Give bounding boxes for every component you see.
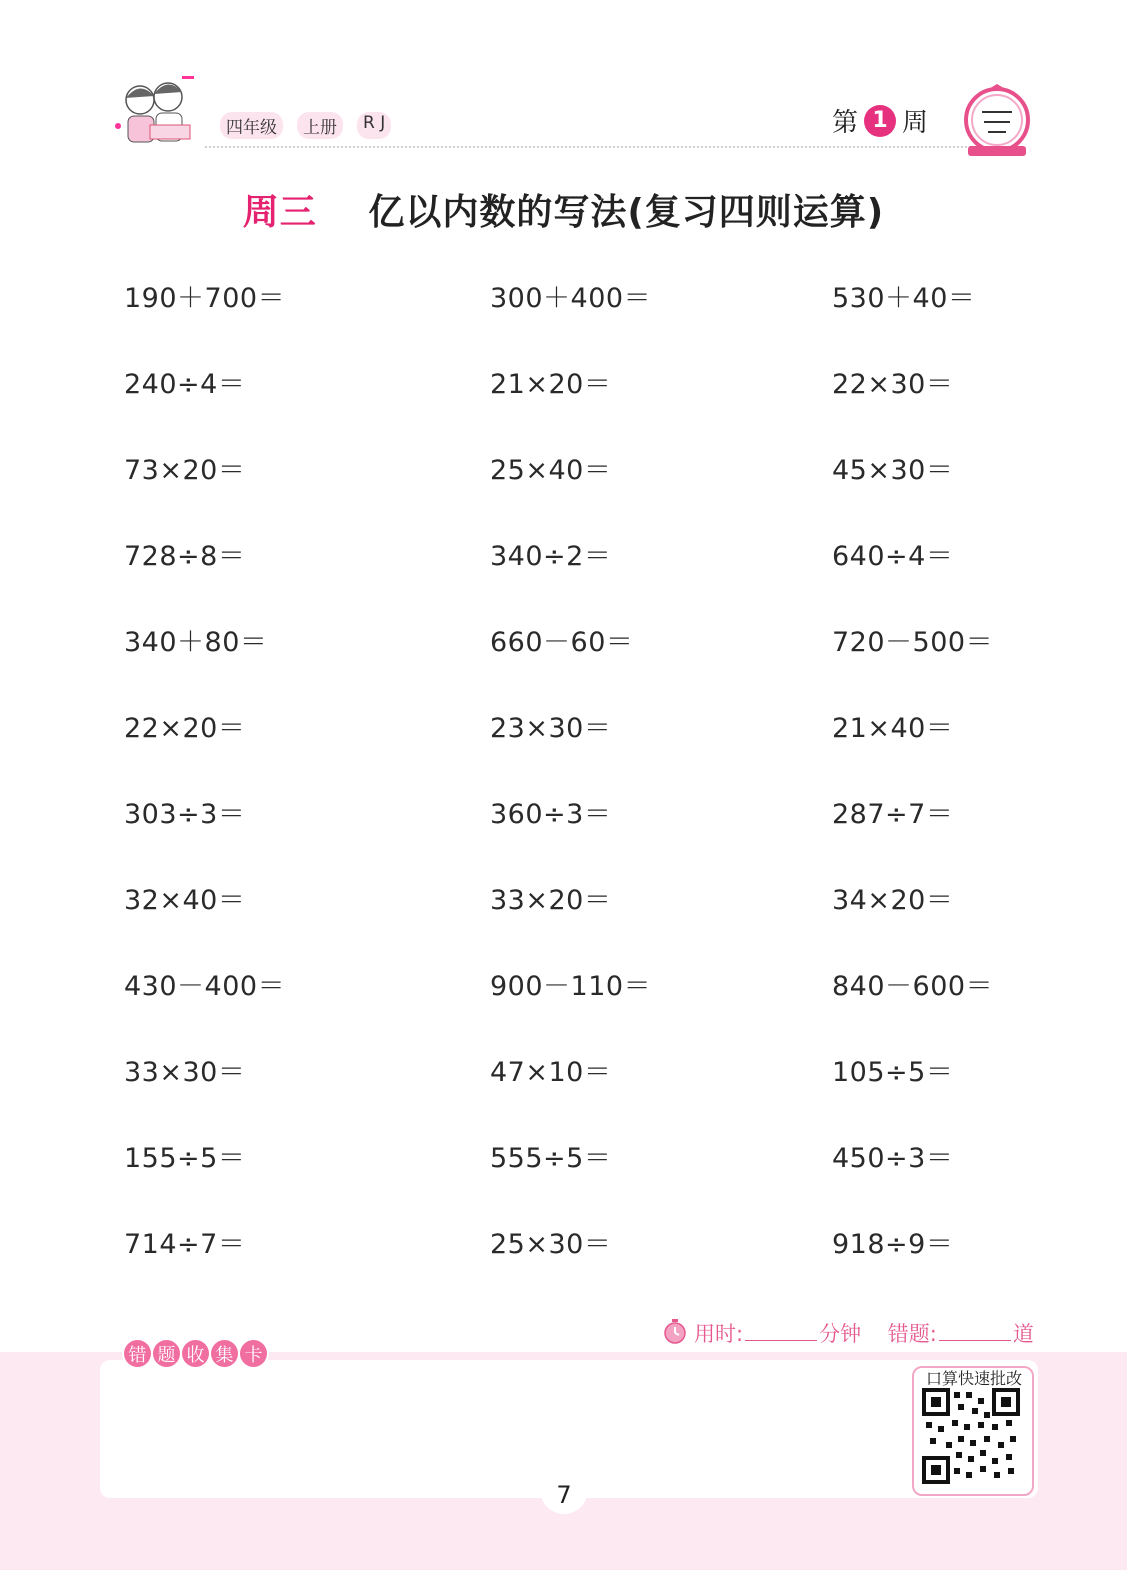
week-number-badge: 1 <box>864 105 896 137</box>
problem: 32×40＝ <box>124 885 246 916</box>
card-label-char: 集 <box>211 1340 238 1367</box>
problem: 33×20＝ <box>490 885 612 916</box>
problem: 22×30＝ <box>832 369 954 400</box>
problem: 73×20＝ <box>124 455 246 486</box>
problem-row <box>124 878 1024 964</box>
problem-row <box>124 792 1024 878</box>
book-tags <box>218 110 393 141</box>
problem: 33×30＝ <box>124 1057 246 1088</box>
problem: 660－60＝ <box>490 627 634 658</box>
problem: 840－600＝ <box>832 971 994 1002</box>
problem: 555÷5＝ <box>490 1143 612 1174</box>
card-label-char: 题 <box>153 1340 180 1367</box>
card-label-char: 卡 <box>240 1340 267 1367</box>
problem: 900－110＝ <box>490 971 652 1002</box>
page-header <box>0 0 1127 170</box>
problem-row <box>124 964 1024 1050</box>
problem: 190＋700＝ <box>124 283 286 314</box>
problem-row <box>124 276 1024 362</box>
page-number: 7 <box>540 1474 588 1514</box>
problem: 360÷3＝ <box>490 799 612 830</box>
problem: 47×10＝ <box>490 1057 612 1088</box>
week-suffix: 周 <box>902 108 929 138</box>
title-topic: 亿以内数的写法(复习四则运算) <box>368 192 885 233</box>
brand-seal-icon <box>962 82 1032 160</box>
week-indicator <box>832 102 928 139</box>
problem-row <box>124 706 1024 792</box>
time-label: 用时: <box>694 1322 744 1346</box>
problem: 21×40＝ <box>832 713 954 744</box>
problem: 287÷7＝ <box>832 799 954 830</box>
problem: 450÷3＝ <box>832 1143 954 1174</box>
problem-row <box>124 448 1024 534</box>
qr-code-icon[interactable] <box>922 1388 1020 1484</box>
children-illustration-icon <box>110 70 205 155</box>
problem: 640÷4＝ <box>832 541 954 572</box>
problem-grid <box>124 276 1024 1308</box>
problem-row <box>124 534 1024 620</box>
problem: 25×40＝ <box>490 455 612 486</box>
grade-tag: 四年级 <box>218 110 285 141</box>
problem: 340＋80＝ <box>124 627 268 658</box>
problem: 300＋400＝ <box>490 283 652 314</box>
time-blank[interactable] <box>745 1322 817 1341</box>
problem: 530＋40＝ <box>832 283 976 314</box>
stopwatch-icon <box>662 1318 688 1344</box>
error-collection-label <box>124 1340 267 1367</box>
problem-row <box>124 620 1024 706</box>
problem: 155÷5＝ <box>124 1143 246 1174</box>
problem: 430－400＝ <box>124 971 286 1002</box>
page-title <box>0 184 1127 235</box>
week-prefix: 第 <box>832 108 859 138</box>
problem: 105÷5＝ <box>832 1057 954 1088</box>
problem: 240÷4＝ <box>124 369 246 400</box>
problem: 728÷8＝ <box>124 541 246 572</box>
problem: 25×30＝ <box>490 1229 612 1260</box>
problem-row <box>124 362 1024 448</box>
error-label: 错题: <box>887 1322 937 1346</box>
problem: 714÷7＝ <box>124 1229 246 1260</box>
card-label-char: 收 <box>182 1340 209 1367</box>
problem: 918÷9＝ <box>832 1229 954 1260</box>
volume-tag: 上册 <box>295 110 345 141</box>
problem: 720－500＝ <box>832 627 994 658</box>
problem-row <box>124 1050 1024 1136</box>
problem: 22×20＝ <box>124 713 246 744</box>
edition-tag: R J <box>355 110 393 141</box>
time-unit: 分钟 <box>819 1322 862 1346</box>
problem: 21×20＝ <box>490 369 612 400</box>
problem: 34×20＝ <box>832 885 954 916</box>
problem-row <box>124 1222 1024 1308</box>
problem: 340÷2＝ <box>490 541 612 572</box>
error-blank[interactable] <box>939 1322 1011 1341</box>
problem: 45×30＝ <box>832 455 954 486</box>
problem: 23×30＝ <box>490 713 612 744</box>
time-and-error-record <box>694 1318 1034 1348</box>
error-unit: 道 <box>1012 1322 1034 1346</box>
problem: 303÷3＝ <box>124 799 246 830</box>
card-label-char: 错 <box>124 1340 151 1367</box>
header-divider <box>205 146 995 148</box>
problem-row <box>124 1136 1024 1222</box>
title-day: 周三 <box>242 192 317 233</box>
qr-caption: 口算快速批改 <box>926 1369 1023 1388</box>
